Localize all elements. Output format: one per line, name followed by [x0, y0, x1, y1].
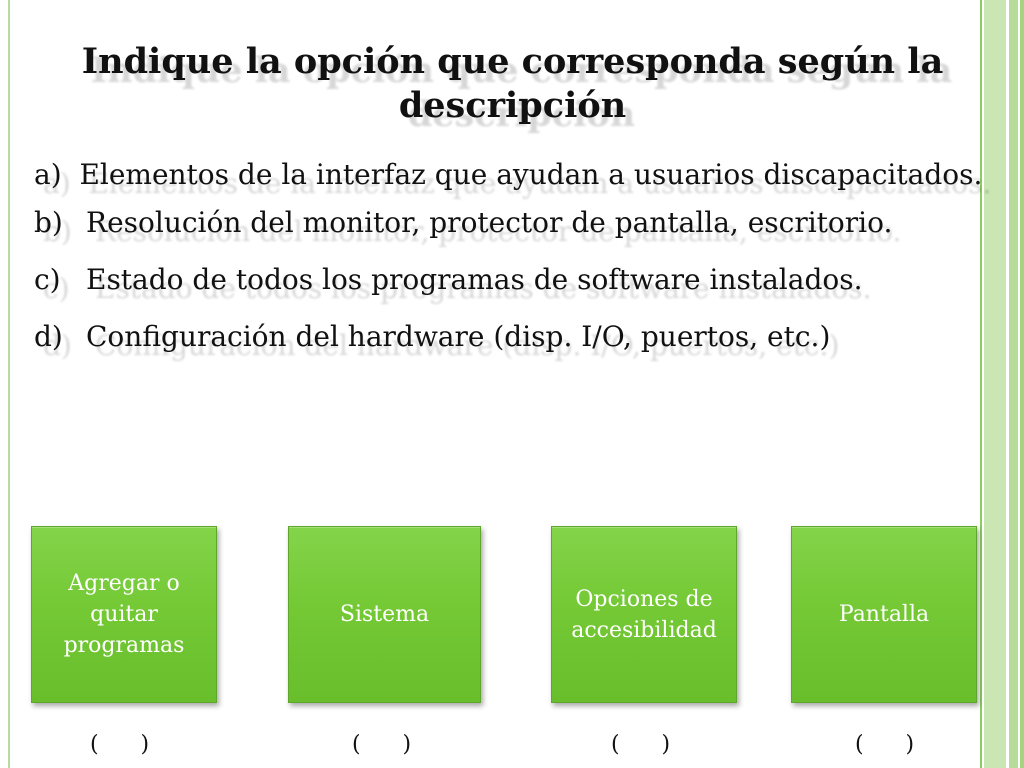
- description-item-a: [34, 158, 994, 192]
- option-box-programas[interactable]: [31, 526, 217, 703]
- answer-blank-programas[interactable]: ( ): [90, 732, 150, 757]
- description-item-c: [34, 263, 994, 297]
- item-letter: c): [34, 263, 61, 296]
- item-letter: b): [34, 206, 63, 239]
- option-label: Sistema: [339, 602, 430, 627]
- slide-title: Indique la opción que corresponda según la descripción: [81, 41, 944, 126]
- item-letter: a): [34, 158, 62, 191]
- description-list: [34, 158, 994, 377]
- option-box-accesibilidad[interactable]: [551, 526, 737, 703]
- option-box-sistema[interactable]: [288, 526, 481, 703]
- item-text: Configuración del hardware (disp. I/O, puertos, etc.): [86, 320, 831, 353]
- option-label: Opciones de accesibilidad: [571, 586, 717, 643]
- option-label: Agregar o quitar programas: [63, 571, 185, 658]
- item-text: Elementos de la interfaz que ayudan a usuarios discapacitados.: [79, 158, 983, 191]
- left-border-line: [8, 0, 10, 768]
- option-label: Pantalla: [838, 602, 930, 627]
- answer-blank-pantalla[interactable]: ( ): [855, 732, 915, 757]
- item-letter: d): [34, 320, 63, 353]
- item-text: Estado de todos los programas de software instalados.: [86, 263, 863, 296]
- description-item-d: [34, 320, 994, 354]
- item-text: Resolución del monitor, protector de pantalla, escritorio.: [86, 206, 893, 239]
- answer-blank-accesibilidad[interactable]: ( ): [611, 732, 671, 757]
- option-box-pantalla[interactable]: [791, 526, 977, 703]
- description-item-b: [34, 206, 994, 240]
- answer-blank-sistema[interactable]: ( ): [352, 732, 412, 757]
